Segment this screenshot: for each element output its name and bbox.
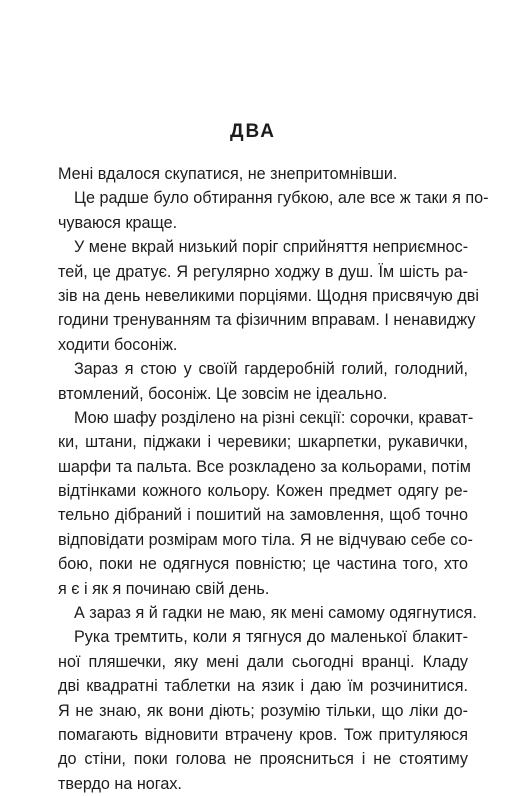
text-line: шарфи та пальта. Все розкладено за кольорами, потім	[58, 457, 471, 476]
chapter-title: ДВА	[229, 121, 277, 142]
text-line: години тренуванням та фізичним вправам. І ненавиджу	[58, 311, 476, 330]
text-line: тей, це дратує. Я регулярно ходжу в душ. Їм шість ра-	[58, 262, 468, 281]
text-line: А зараз я й гадки не маю, як мені самому одягнутися.	[74, 604, 477, 623]
text-line: Мою шафу розділено на різні секції: сорочки, крават-	[74, 408, 474, 427]
text-line: дві квадратні таблетки на язик і даю їм розчинитися.	[58, 677, 468, 696]
text-line: Це радше було обтирання губкою, але все ж таки я по-	[74, 189, 489, 208]
text-line: Рука тремтить, коли я тягнуся до маленької блакит-	[74, 628, 468, 647]
text-line: чуваюся краще.	[58, 213, 178, 232]
text-line: твердо на ногах.	[58, 774, 182, 793]
text-line: Я не знаю, як вони діють; розумію тільки, що ліки до-	[58, 701, 468, 720]
text-line: помагають відновити втрачену кров. Тож притуляюся	[58, 725, 468, 744]
text-line: бою, поки не одягнуся повністю; це частина того, хто	[58, 555, 468, 574]
text-line: Мені вдалося скупатися, не знепритомнівши.	[58, 165, 398, 183]
text-line: ної пляшечки, яку мені дали сьогодні вранці. Кладу	[58, 652, 468, 671]
text-line: ки, штани, піджаки і черевики; шкарпетки, рукавички,	[58, 433, 468, 452]
text-line: відповідати розмірам мого тіла. Я не відчуваю себе со-	[58, 530, 473, 549]
text-line: У мене вкрай низький поріг сприйняття неприємнос-	[74, 238, 469, 257]
text-line: до стіни, поки голова не проясниться і не стоятиму	[58, 750, 468, 769]
text-line: ходити босоніж.	[58, 335, 178, 354]
text-line: втомлений, босоніж. Це зовсім не ідеально.	[58, 384, 388, 403]
text-line: Зараз я стою у своїй гардеробній голий, голодний,	[74, 360, 468, 379]
text-line: зів на день невеликими порціями. Щодня присвячую дві	[58, 286, 479, 305]
text-line: я є і як я починаю свій день.	[58, 579, 270, 598]
text-line: тельно дібраний і пошитий на замовлення, щоб точно	[58, 506, 468, 525]
text-line: відтінками кожного кольору. Кожен предмет одягу ре-	[58, 482, 468, 501]
chapter-body	[58, 162, 489, 796]
